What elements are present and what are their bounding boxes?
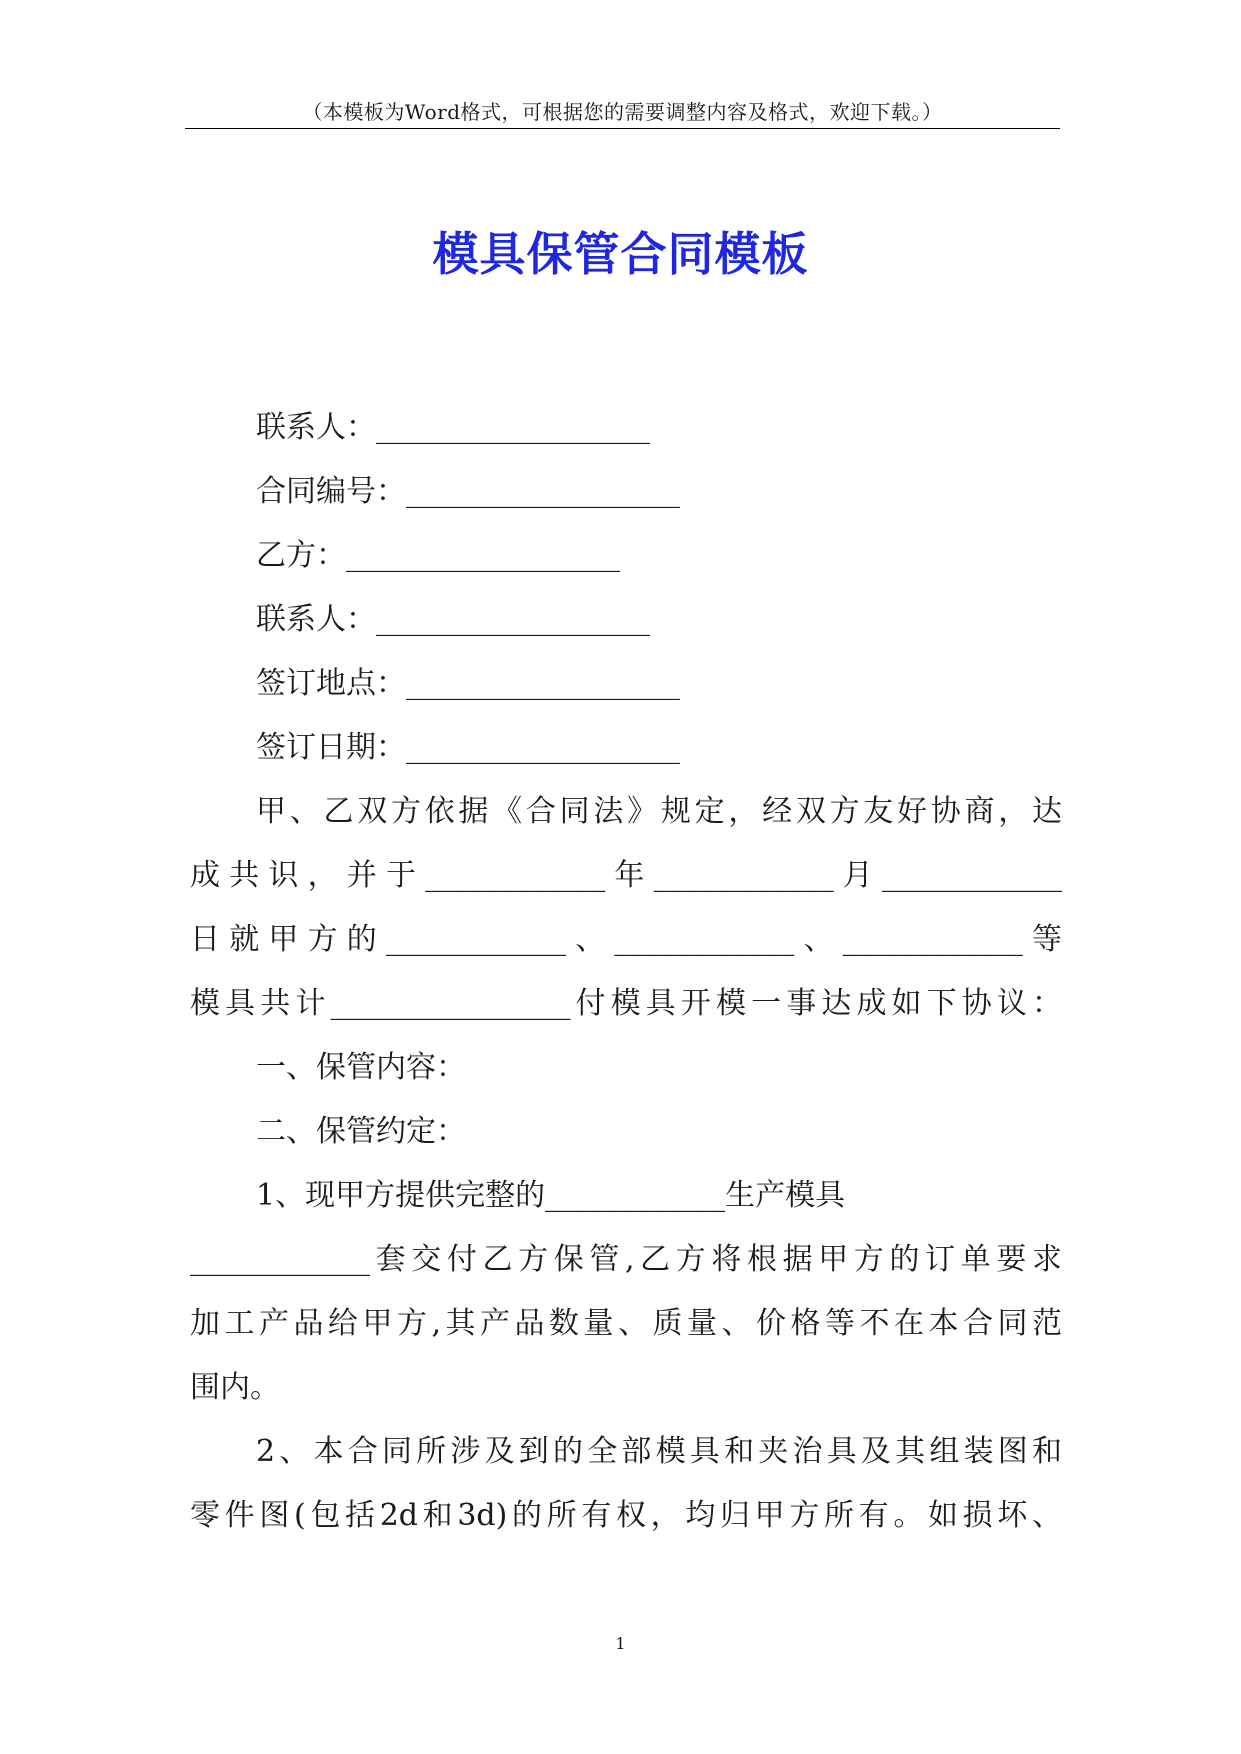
- field-label: 合同编号：: [256, 474, 406, 509]
- field-label: 联系人：: [256, 602, 376, 637]
- document-title: 模具保管合同模板: [432, 227, 809, 281]
- field-contract-number: [190, 460, 1062, 524]
- preamble-line-3: 日就甲方的____________、____________、____________等: [190, 922, 1062, 957]
- field-contact-person-2: [190, 588, 1062, 652]
- field-label: 签订日期：: [256, 730, 406, 765]
- preamble-line-1: 甲、乙双方依据《合同法》规定，经双方友好协商，达: [256, 794, 1062, 829]
- field-contact-person-1: [190, 396, 1062, 460]
- clause-2-line-2: 零件图(包括2d和3d)的所有权，均归甲方所有。如损坏、: [190, 1498, 1062, 1533]
- field-blank: ________________: [376, 410, 649, 445]
- field-blank: ________________: [376, 602, 649, 637]
- clause-1-line-1: 1、现甲方提供完整的____________生产模具: [256, 1178, 846, 1213]
- document-body: [190, 396, 1062, 1548]
- field-blank: ________________: [406, 666, 679, 701]
- clause-1-line-2: ____________套交付乙方保管,乙方将根据甲方的订单要求: [190, 1242, 1062, 1277]
- field-label: 签订地点：: [256, 666, 406, 701]
- section-heading-storage-agreement: 二、保管约定：: [256, 1114, 466, 1149]
- preamble-line-2: 成共识，并于____________年____________月____________: [190, 858, 1062, 893]
- clause-1-line-3: 加工产品给甲方,其产品数量、质量、价格等不在本合同范: [190, 1306, 1062, 1341]
- section-heading-storage-content: 一、保管内容：: [256, 1050, 466, 1085]
- field-blank: ________________: [406, 474, 679, 509]
- clause-1-line-4: 围内。: [190, 1370, 280, 1405]
- clause-2-line-1: 2、本合同所涉及到的全部模具和夹治具及其组装图和: [256, 1434, 1062, 1469]
- page-number: 1: [615, 1634, 626, 1653]
- preamble-line-4: 模具共计________________付模具开模一事达成如下协议：: [190, 986, 1062, 1021]
- field-label: 联系人：: [256, 410, 376, 445]
- field-blank: ________________: [406, 730, 679, 765]
- field-signing-place: [190, 652, 1062, 716]
- field-label: 乙方：: [256, 538, 346, 573]
- field-signing-date: [190, 716, 1062, 780]
- header-note: （本模板为Word格式，可根据您的需要调整内容及格式，欢迎下载。）: [302, 100, 943, 124]
- field-party-b: [190, 524, 1062, 588]
- field-blank: ________________: [346, 538, 619, 573]
- header-divider: [185, 128, 1060, 129]
